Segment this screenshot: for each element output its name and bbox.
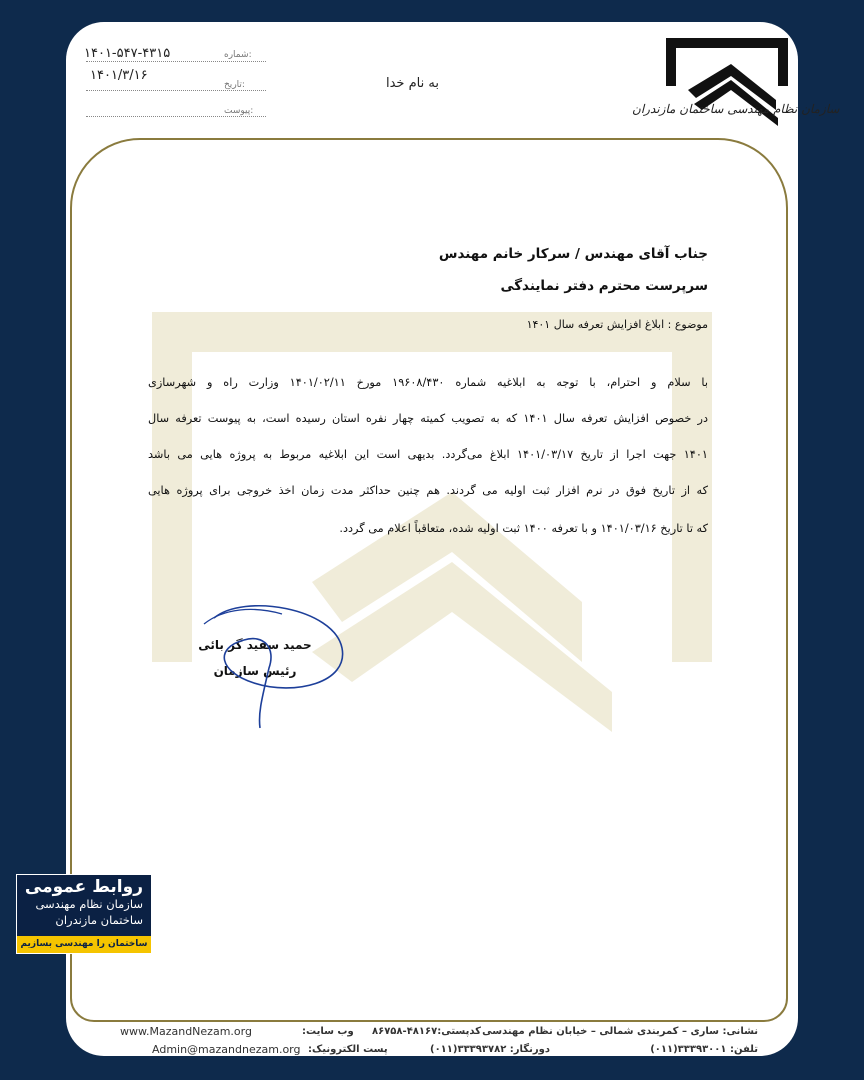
footer-email-label: پست الکترونیک: [308,1044,388,1055]
subject-line: موضوع : ابلاغ افزایش تعرفه سال ۱۴۰۱ [526,318,708,331]
attachment-row [76,102,266,120]
recipient-line-1: جناب آقای مهندس / سرکار خانم مهندس [438,246,708,262]
body-line-1: با سلام و احترام، با توجه به ابلاغیه شماره ۱۹۶۰۸/۴۳۰ مورخ ۱۴۰۱/۰۲/۱۱ وزارت راه و شهرسازی [148,376,708,389]
footer-website[interactable]: www.MazandNezam.org [120,1025,252,1038]
date-row [76,68,266,90]
letter-number: ۱۴۰۱-۵۴۷-۴۳۱۵ [84,46,171,61]
body-line-2: در خصوص افزایش تعرفه سال ۱۴۰۱ که به تصویب کمیته چهار نفره استان رسیده است، به پیوست تعرفه سال [148,412,708,425]
badge-slogan: ساختمان را مهندسی بسازیم [17,936,151,953]
footer-postal: کدپستی:۴۸۱۶۷-۸۶۷۵۸ [372,1026,481,1037]
footer-fax: دورنگار: ۳۳۳۹۳۷۸۲(۰۱۱) [430,1044,550,1055]
body-line-4: که از تاریخ فوق در نرم افزار ثبت اولیه می گردند. هم چنین حداکثر مدت زمان اخذ خروجی برای پروژه هایی [148,484,708,497]
bismillah: به نام خدا [386,76,439,91]
letter-page [66,22,840,1056]
recipient-line-2: سرپرست محترم دفتر نمایندگی [500,278,708,294]
attachment-label: پیوست: [224,106,254,116]
letter-date: ۱۴۰۱/۳/۱۶ [90,68,148,83]
number-label: شماره: [224,50,252,60]
date-label: تاریخ: [224,80,245,90]
public-relations-badge [16,874,152,954]
signature [184,588,354,738]
footer-address: نشانی: ساری – کمربندی شمالی – خیابان نظام مهندسی [482,1026,758,1037]
badge-title: روابط عمومی [24,877,143,897]
signer-name: حمید سفید گر بائی [198,638,312,652]
badge-line-2: ساختمان مازندران [55,913,143,927]
footer-phone: تلفن: ۳۳۳۹۳۰۰۱(۰۱۱) [650,1044,758,1055]
body-line-3: ۱۴۰۱ جهت اجرا از تاریخ ۱۴۰۱/۰۳/۱۷ ابلاغ می‌گردد. بدیهی است این ابلاغیه مربوط به پروژه هایی می باشد [148,448,708,461]
badge-line-1: سازمان نظام مهندسی [35,897,143,911]
number-row [76,46,266,64]
footer-website-label: وب سایت: [302,1026,354,1037]
signer-title: رئیس سازمان [213,664,297,678]
organization-name: سازمان نظام مهندسی ساختمان مازندران [632,102,840,116]
footer-email[interactable]: Admin@mazandnezam.org [152,1043,301,1056]
organization-logo [636,28,796,138]
body-line-5: که تا تاریخ ۱۴۰۱/۰۳/۱۶ و با تعرفه ۱۴۰۰ ثبت اولیه شده، متعاقباً اعلام می گردد. [339,522,708,535]
